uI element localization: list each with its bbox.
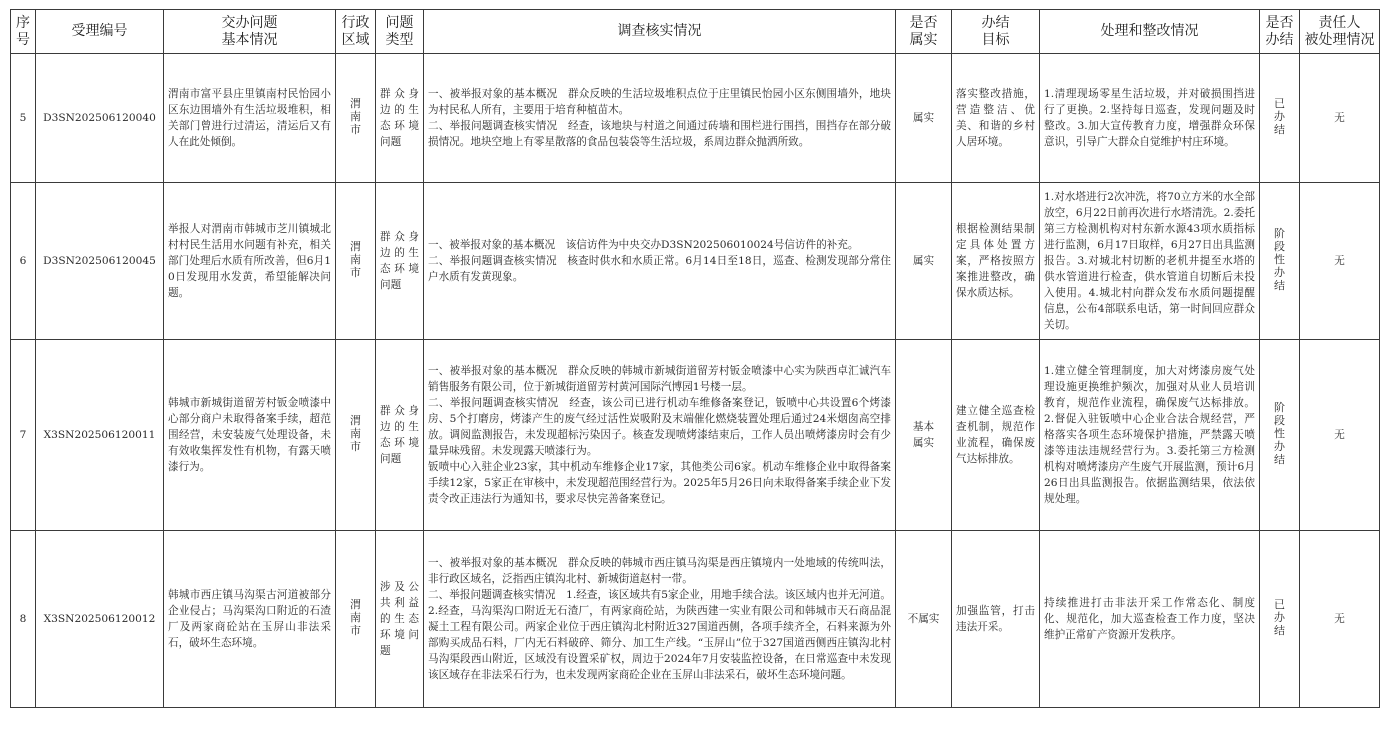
cell-basic: 渭南市富平县庄里镇南村民怡园小区东边围墙外有生活垃圾堆积，相关部门曾进行过清运，清运后又有人在此处倾倒。 — [164, 54, 336, 183]
header-type: 问题 类型 — [376, 10, 424, 54]
cell-done — [1260, 54, 1300, 183]
cell-type: 群众身边的生态环境问题 — [376, 340, 424, 531]
cell-goal: 落实整改措施，营造整洁、优美、和谐的乡村人居环境。 — [952, 54, 1040, 183]
cell-investigation: 一、被举报对象的基本概况 该信访件为中央交办D3SN202506010024号信访件的补充。 二、举报问题调查核实情况 核查时供水和水质正常。6月14日至18日，巡查、检测发现部分常住户水质有发黄现象。 — [424, 183, 896, 340]
cell-handling: 持续推进打击非法开采工作常态化、制度化、规范化，加大巡查检查工作力度，坚决维护正常矿产资源开发秩序。 — [1040, 531, 1260, 708]
cell-type: 群众身边的生态环境问题 — [376, 183, 424, 340]
cell-accountability: 无 — [1300, 340, 1380, 531]
region-text: 渭南市 — [350, 240, 361, 280]
cell-done — [1260, 183, 1300, 340]
header-handling: 处理和整改情况 — [1040, 10, 1260, 54]
cell-investigation: 一、被举报对象的基本概况 群众反映的韩城市西庄镇马沟渠是西庄镇境内一处地域的传统叫法，非行政区域名，泛指西庄镇沟北村、新城街道赵村一带。 二、举报问题调查核实情况 1.经查，该区域共有5家企业，用地手续合法。该区域内也并无河道。2.经查，马沟渠沟口附近无石渣厂，有两家商砼站，为陕西建一实业有限公司和韩城市天石商品混凝土工程有限公司。两家企业位于西庄镇沟北村附近327国道西侧，各项手续齐全，石料来源为外部购买成品石料，厂内无石料破碎、筛分、加工生产线。“玉屏山”位于327国道西侧西庄镇沟北村马沟渠段西山附近，区域没有设置采矿权，周边于2024年7月安装监控设备，在日常巡查中未发现该区域存在非法采石行为，也未发现两家商砼企业在玉屏山非法采石，破坏生态环境问题。 — [424, 531, 896, 708]
done-text: 已办结 — [1274, 97, 1285, 137]
cell-basic: 韩城市新城街道留芳村钣金喷漆中心部分商户未取得备案手续，超范围经营，未安装废气处理设备，未有效收集挥发性有机物，有露天喷漆行为。 — [164, 340, 336, 531]
cell-investigation: 一、被举报对象的基本概况 群众反映的生活垃圾堆积点位于庄里镇民怡园小区东侧围墙外，地块为村民私人所有，主要用于培育种植苗木。 二、举报问题调查核实情况 经查，该地块与村道之间通过砖墙和围栏进行围挡，围挡存在部分破损情况。地块空地上有零星散落的食品包装袋等生活垃圾，系周边群众抛洒所致。 — [424, 54, 896, 183]
cell-goal: 建立健全巡查检查机制，规范作业流程，确保废气达标排放。 — [952, 340, 1040, 531]
cell-id: X3SN202506120012 — [36, 531, 164, 708]
cell-investigation: 一、被举报对象的基本概况 群众反映的韩城市新城街道留芳村钣金喷漆中心实为陕西卓汇诚汽车销售服务有限公司，位于新城街道留芳村黄河国际汽博园1号楼一层。 二、举报问题调查核实情况 经查，该公司已进行机动车维修备案登记，钣喷中心共设置6个烤漆房、5个打磨房，烤漆产生的废气经过活性炭吸附及末端催化燃烧装置处理后通过24米烟囱高空排放。调阅监测报告，未发现超标污染因子。核查发现喷烤漆结束后，工作人员出喷烤漆房时会有少量异味残留。未发现露天喷漆行为。 钣喷中心入驻企业23家，其中机动车维修企业17家，其他类公司6家。机动车维修企业中取得备案手续12家，5家正在审核中，未发现超范围经营行为。2025年5月26日向未取得备案手续企业下发责令改正违法行为通知书，要求尽快完善备案登记。 — [424, 340, 896, 531]
cell-region — [336, 340, 376, 531]
cell-accountability: 无 — [1300, 531, 1380, 708]
cell-goal: 根据检测结果制定具体处置方案，严格按照方案推进整改，确保水质达标。 — [952, 183, 1040, 340]
cell-basic: 举报人对渭南市韩城市芝川镇城北村村民生活用水问题有补充，相关部门处理后水质有所改善，但6月10日发现用水发黄，希望能解决问题。 — [164, 183, 336, 340]
header-region: 行政 区域 — [336, 10, 376, 54]
cell-type: 群众身边的生态环境问题 — [376, 54, 424, 183]
cell-done — [1260, 531, 1300, 708]
header-accountability: 责任人 被处理情况 — [1300, 10, 1380, 54]
cell-id: D3SN202506120045 — [36, 183, 164, 340]
header-id: 受理编号 — [36, 10, 164, 54]
cell-basic: 韩城市西庄镇马沟渠古河道被部分企业侵占；马沟渠沟口附近的石渣厂及两家商砼站在玉屏山非法采石，破坏生态环境。 — [164, 531, 336, 708]
done-text: 阶段性办结 — [1274, 227, 1285, 293]
header-verified: 是否 属实 — [896, 10, 952, 54]
complaint-table — [10, 9, 1380, 708]
cell-region — [336, 54, 376, 183]
region-text: 渭南市 — [350, 97, 361, 137]
cell-id: X3SN202506120011 — [36, 340, 164, 531]
cell-verified: 不属实 — [896, 531, 952, 708]
verified-text: 基本属实 — [912, 420, 935, 449]
cell-verified: 属实 — [896, 54, 952, 183]
cell-accountability: 无 — [1300, 183, 1380, 340]
cell-no: 5 — [11, 54, 36, 183]
header-basic: 交办问题 基本情况 — [164, 10, 336, 54]
header-no: 序 号 — [11, 10, 36, 54]
region-text: 渭南市 — [350, 598, 361, 638]
cell-no: 6 — [11, 183, 36, 340]
cell-no: 8 — [11, 531, 36, 708]
cell-type: 涉及公共利益的生态环境问题 — [376, 531, 424, 708]
header-investigation: 调查核实情况 — [424, 10, 896, 54]
cell-goal: 加强监管，打击违法开采。 — [952, 531, 1040, 708]
cell-accountability: 无 — [1300, 54, 1380, 183]
cell-handling: 1.对水塔进行2次冲洗，将70立方米的水全部放空，6月22日前再次进行水塔清洗。2.委托第三方检测机构对村东新水源43项水质指标进行监测，6月17日取样，6月27日出具监测报告。3.对城北村切断的老机井提至水塔的供水管道进行检查，供水管道自切断后未投入使用。4.城北村向群众发布水质问题提醒信息，公布4部联系电话，第一时间回应群众关切。 — [1040, 183, 1260, 340]
done-text: 阶段性办结 — [1274, 401, 1285, 467]
done-text: 已办结 — [1274, 598, 1285, 638]
table-row — [11, 183, 1380, 340]
table-row — [11, 531, 1380, 708]
cell-handling: 1.清理现场零星生活垃圾，并对破损围挡进行了更换。2.坚持每日巡查，发现问题及时整改。3.加大宣传教育力度，增强群众环保意识，引导广大群众自觉维护村庄环境。 — [1040, 54, 1260, 183]
cell-verified: 属实 — [896, 183, 952, 340]
header-done: 是否 办结 — [1260, 10, 1300, 54]
region-text: 渭南市 — [350, 414, 361, 454]
table-row — [11, 340, 1380, 531]
cell-id: D3SN202506120040 — [36, 54, 164, 183]
cell-region — [336, 183, 376, 340]
cell-region — [336, 531, 376, 708]
cell-no: 7 — [11, 340, 36, 531]
cell-done — [1260, 340, 1300, 531]
cell-handling: 1.建立健全管理制度，加大对烤漆房废气处理设施更换维护频次，加强对从业人员培训教育，规范作业流程，确保废气达标排放。2.督促入驻钣喷中心企业合法合规经营，严格落实各项生态环境保护措施，严禁露天喷漆等违法违规经营行为。3.委托第三方检测机构对喷烤漆房产生废气开展监测，预计6月26日出具监测报告。依据监测结果，依法依规处理。 — [1040, 340, 1260, 531]
header-goal: 办结 目标 — [952, 10, 1040, 54]
table-row — [11, 54, 1380, 183]
table-header-row — [11, 10, 1380, 54]
cell-verified — [896, 340, 952, 531]
